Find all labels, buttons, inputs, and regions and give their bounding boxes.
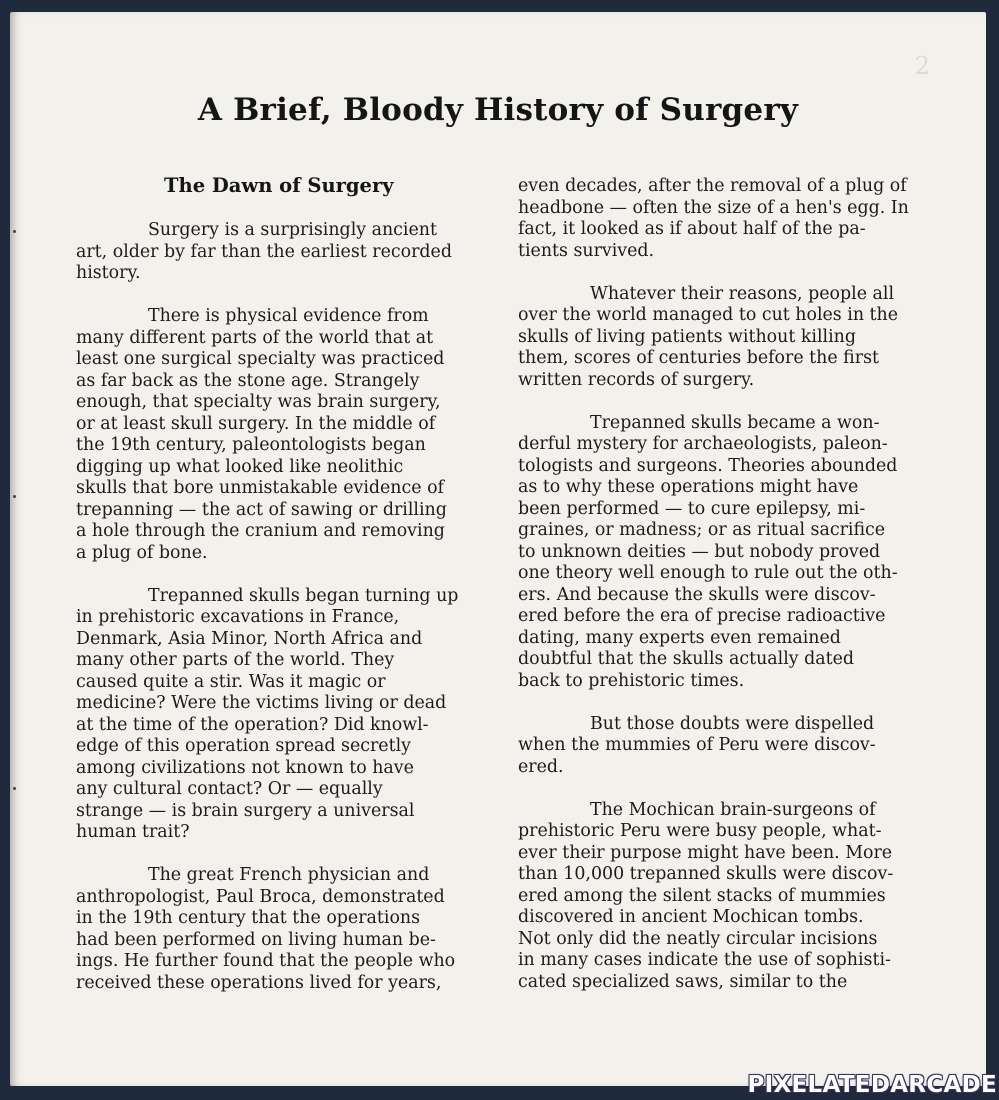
paragraph: [76, 586, 480, 844]
document-page: [10, 12, 986, 1086]
text-line: back to prehistoric times.: [518, 670, 745, 691]
text-line: Trepanned skulls became a won-: [590, 412, 880, 433]
text-line: in many cases indicate the use of sophisti-: [518, 950, 891, 970]
text-line: tients survived.: [518, 240, 655, 261]
left-column: [76, 174, 480, 1016]
text-line: one theory well enough to rule out the oth-: [518, 563, 898, 583]
text-line: ered among the silent stacks of mummies: [518, 885, 886, 906]
text-line: doubtful that the skulls actually dated: [518, 649, 855, 669]
text-line: been performed — to cure epilepsy, mi-: [518, 498, 866, 519]
text-line: in prehistoric excavations in France,: [76, 607, 400, 627]
text-line: But those doubts were dispelled: [590, 713, 875, 734]
text-line: fact, it looked as if about half of the pa-: [518, 219, 866, 239]
text-line: dating, many experts even remained: [518, 627, 841, 648]
text-line: many different parts of the world that at: [76, 327, 434, 348]
binding-hole-mark: [13, 495, 16, 498]
binding-hole-mark: [13, 787, 16, 790]
text-line: written records of surgery.: [518, 369, 755, 390]
text-line: digging up what looked like neolithic: [76, 456, 404, 477]
text-line: over the world managed to cut holes in the: [518, 305, 899, 325]
text-line: as to why these operations might have: [518, 477, 859, 497]
text-line: at the time of the operation? Did knowl-: [76, 714, 429, 735]
text-line: There is physical evidence from: [148, 306, 429, 326]
text-line: when the mummies of Peru were discov-: [518, 735, 876, 755]
text-line: to unknown deities — but nobody proved: [518, 541, 881, 562]
section-heading: The Dawn of Surgery: [164, 174, 394, 197]
page-title: A Brief, Bloody History of Surgery: [197, 92, 799, 128]
text-line: The great French physician and: [148, 865, 430, 885]
paragraph: [518, 413, 930, 693]
text-line: any cultural contact? Or — equally: [76, 779, 383, 799]
text-line: even decades, after the removal of a plug of: [518, 176, 907, 196]
text-line: cated specialized saws, similar to the: [518, 971, 848, 992]
text-line: derful mystery for archaeologists, paleon-: [518, 434, 888, 454]
text-line: prehistoric Peru were busy people, what-: [518, 821, 882, 841]
text-line: ings. He further found that the people who: [76, 951, 456, 971]
text-line: skulls that bore unmistakable evidence of: [76, 478, 444, 498]
text-line: ered.: [518, 756, 564, 777]
text-line: tologists and surgeons. Theories abounded: [518, 455, 898, 476]
text-line: in the 19th century that the operations: [76, 908, 421, 928]
paragraph: [518, 284, 930, 392]
text-line: ers. And because the skulls were discov-: [518, 584, 876, 605]
text-line: skulls of living patients without killing: [518, 326, 856, 347]
text-line: human trait?: [76, 822, 190, 842]
text-line: Trepanned skulls began turning up: [148, 585, 459, 606]
binding-hole-mark: [13, 230, 16, 233]
text-line: Denmark, Asia Minor, North Africa and: [76, 628, 423, 649]
text-line: discovered in ancient Mochican tombs.: [518, 907, 864, 927]
text-line: a hole through the cranium and removing: [76, 521, 445, 541]
text-line: The Mochican brain-surgeons of: [590, 799, 876, 820]
text-line: graines, or madness; or as ritual sacrifice: [518, 520, 886, 540]
watermark-logo: [747, 1072, 997, 1098]
text-line: the 19th century, paleontologists began: [76, 435, 426, 455]
text-line: art, older by far than the earliest recorded: [76, 241, 452, 262]
text-line: or at least skull surgery. In the middle of: [76, 413, 436, 434]
text-line: had been performed on living human be-: [76, 929, 436, 950]
text-line: Not only did the neatly circular incisions: [518, 928, 878, 949]
text-line: ered before the era of precise radioactive: [518, 606, 886, 626]
text-line: least one surgical specialty was practiced: [76, 349, 445, 369]
text-line: than 10,000 trepanned skulls were discov-: [518, 864, 894, 884]
paragraph: [518, 176, 930, 262]
paragraph: [76, 865, 480, 994]
paragraph: [76, 220, 480, 285]
text-line: among civilizations not known to have: [76, 757, 414, 778]
bleed-through-page-number: 2: [914, 52, 930, 80]
text-line: medicine? Were the victims living or dead: [76, 693, 447, 713]
text-line: as far back as the stone age. Strangely: [76, 370, 420, 391]
text-line: received these operations lived for years,: [76, 972, 442, 993]
text-line: a plug of bone.: [76, 542, 208, 563]
paragraph: [76, 306, 480, 564]
text-line: many other parts of the world. They: [76, 650, 395, 670]
text-line: caused quite a stir. Was it magic or: [76, 671, 386, 692]
text-line: Surgery is a surprisingly ancient: [148, 220, 437, 240]
text-line: strange — is brain surgery a universal: [76, 800, 415, 821]
text-line: history.: [76, 263, 141, 283]
text-line: them, scores of centuries before the first: [518, 348, 879, 368]
paragraph: [518, 800, 930, 994]
text-line: edge of this operation spread secretly: [76, 736, 411, 756]
right-column: [518, 176, 930, 1015]
text-line: headbone — often the size of a hen's egg. In: [518, 197, 909, 218]
text-line: trepanning — the act of sawing or drilling: [76, 499, 447, 520]
text-line: Whatever their reasons, people all: [590, 283, 895, 304]
paragraph: [518, 714, 930, 779]
text-line: enough, that specialty was brain surgery,: [76, 392, 441, 412]
text-line: ever their purpose might have been. More: [518, 842, 893, 863]
watermark-text: PIXELATEDARCADE: [747, 1072, 997, 1098]
text-line: anthropologist, Paul Broca, demonstrated: [76, 886, 445, 907]
